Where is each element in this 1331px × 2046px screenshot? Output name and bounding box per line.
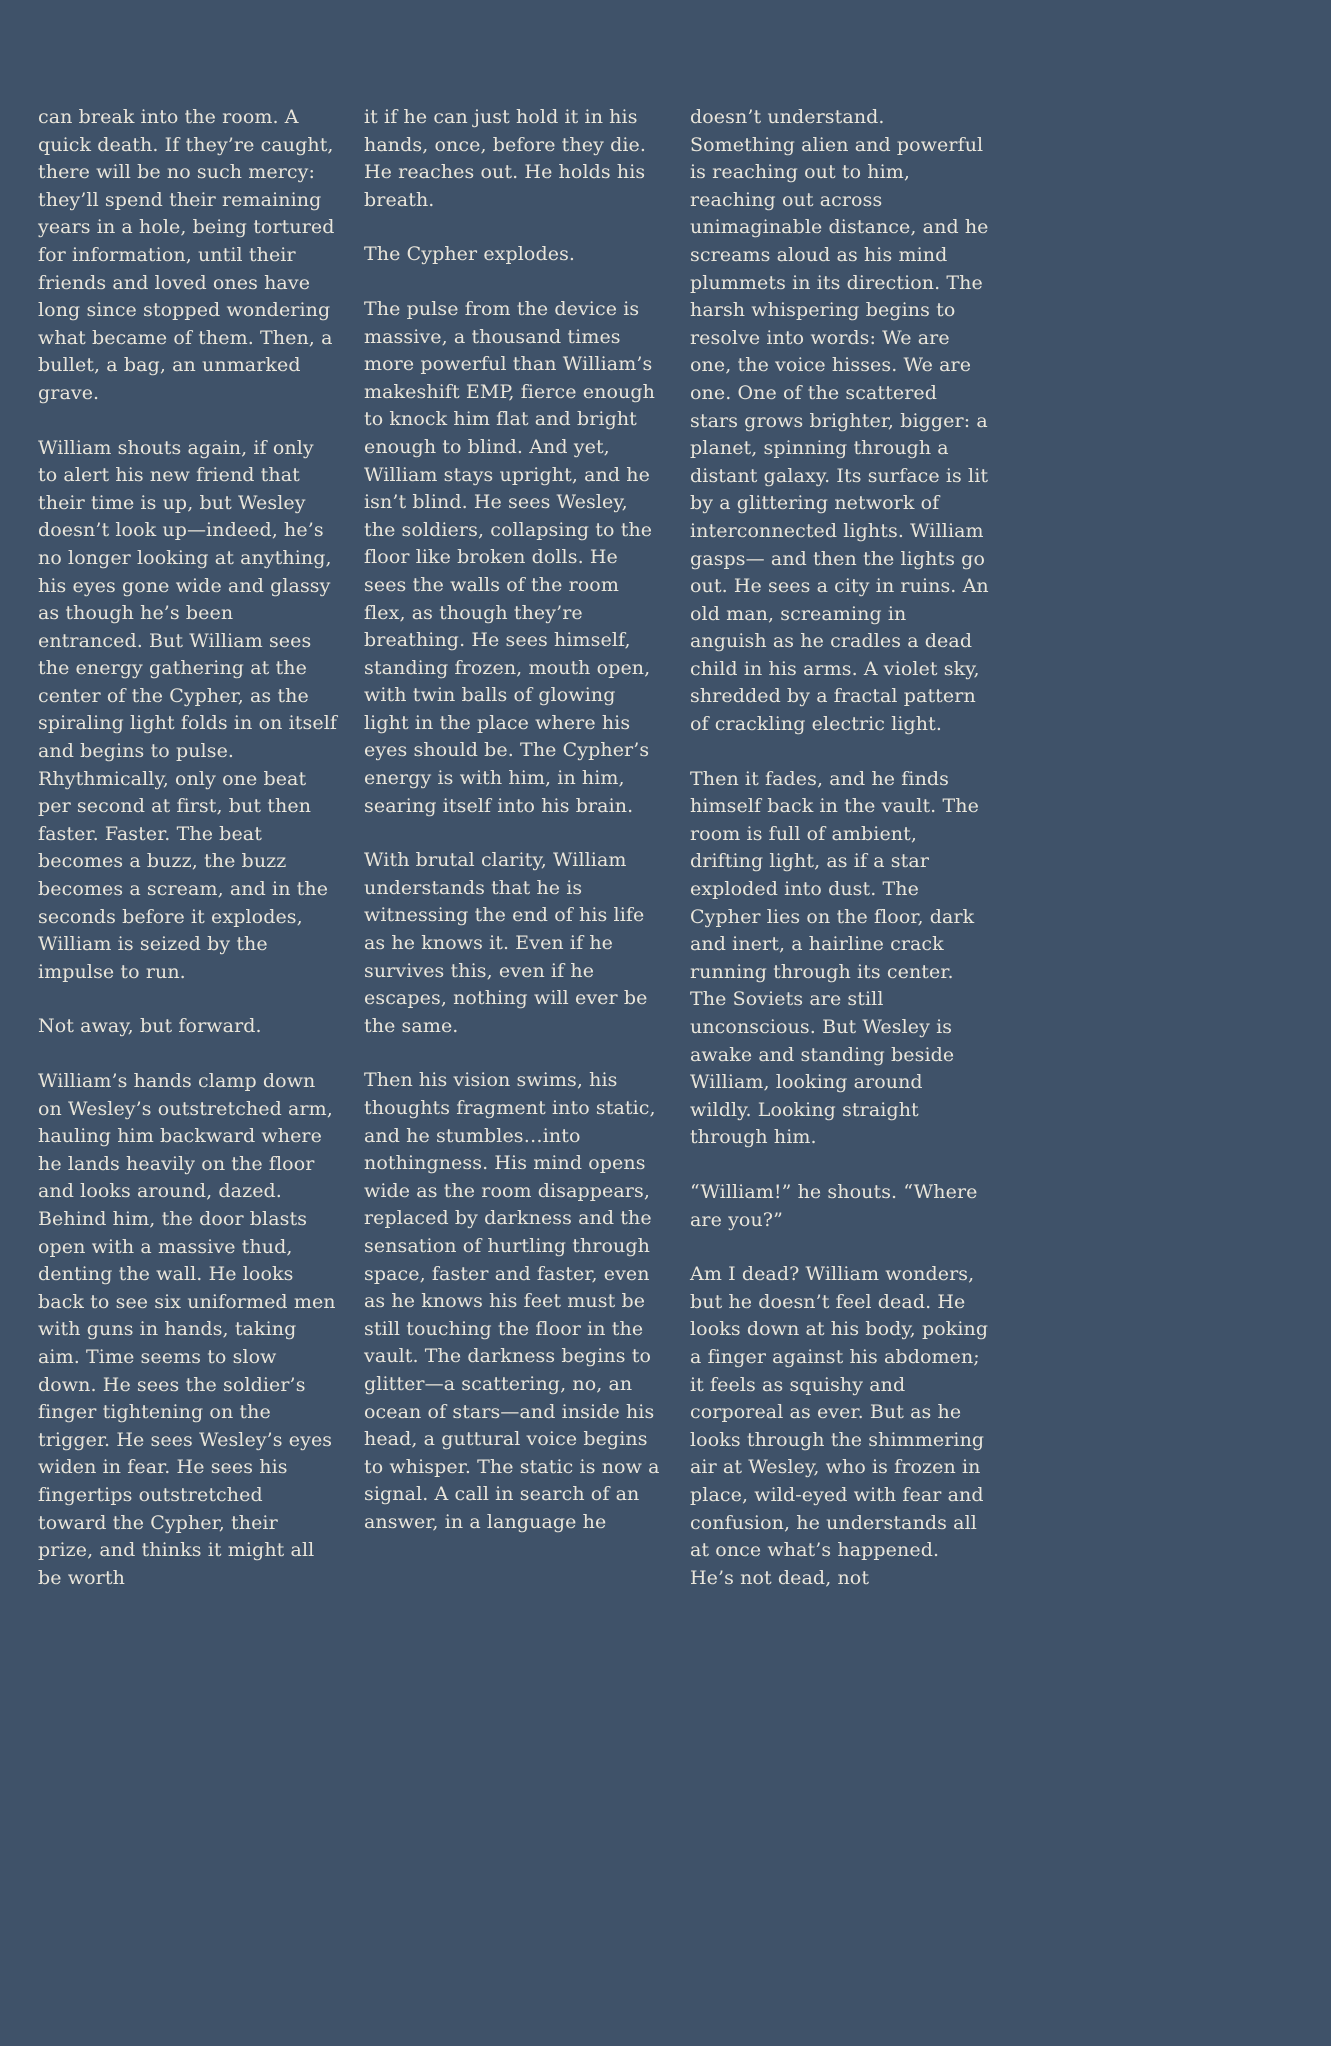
paragraph: William shouts again, if only to alert his new friend that their time is up, but Wesley doesn’t look up—indeed, he’s no longer looking at anything, his eyes gone wide and glassy as though he’s been entranced. But William sees the energy gathering at the center of the Cypher, as the spiraling light folds in on itself and begins to pulse. Rhythmically, only one beat per second at first, but then faster. Faster. The beat becomes a buzz, the buzz becomes a scream, and in the seconds before it explodes, William is seized by the impulse to run. (38, 436, 338, 983)
paragraph: Not away, but forward. (38, 1015, 262, 1038)
paragraph: Then it fades, and he finds himself back in the vault. The room is full of ambient, drifting light, as if a star exploded into dust. The Cypher lies on the floor, dark and inert, a hairline crack running through its center. The Soviets are still unconscious. But Wesley is awake and standing beside William, looking around wildly. Looking straight through him. (690, 767, 979, 1149)
text-column-2 (364, 104, 663, 1592)
paragraph: With brutal clarity, William understands that he is witnessing the end of his life as he knows it. Even if he survives this, even if he escapes, nothing will ever be the same. (364, 849, 648, 1037)
text-column-3 (690, 104, 989, 1592)
text-column-1 (38, 104, 337, 1592)
text-block (38, 104, 989, 1592)
paragraph: The pulse from the device is massive, a thousand times more powerful than William’s makeshift EMP, fierce enough to knock him flat and bright enough to blind. And yet, William stays upright, and he isn’t blind. He sees Wesley, the soldiers, collapsing to the floor like broken dolls. He sees the walls of the room flex, as though they’re breathing. He sees himself, standing frozen, mouth open, with twin balls of glowing light in the place where his eyes should be. The Cypher’s energy is with him, in him, searing itself into his brain. (364, 297, 655, 817)
paragraph: William’s hands clamp down on Wesley’s outstretched arm, hauling him backward where he lands heavily on the floor and looks around, dazed. Behind him, the door blasts open with a massive thud, denting the wall. He looks back to see six uniformed men with guns in hands, taking aim. Time seems to slow down. He sees the soldier’s finger tightening on the trigger. He sees Wesley’s eyes widen in fear. He sees his fingertips outstretched toward the Cypher, their prize, and thinks it might all be worth (38, 1070, 336, 1589)
paragraph: “William!” he shouts. “Where are you?” (690, 1180, 978, 1231)
paragraph: The Cypher explodes. (364, 243, 576, 266)
paragraph: doesn’t understand. Something alien and powerful is reaching out to him, reaching out across unimaginable distance, and he screams aloud as his mind plummets in its direction. The harsh whispering begins to resolve into words: We are one, the voice hisses. We are one. One of the scattered stars grows brighter, bigger: a planet, spinning through a distant galaxy. Its surface is lit by a glittering network of interconnected lights. William gasps— and then the lights go out. He sees a city in ruins. An old man, screaming in anguish as he cradles a dead child in his arms. A violet sky, shredded by a fractal pattern of crackling electric light. (690, 106, 989, 736)
paragraph: Am I dead? William wonders, but he doesn’t feel dead. He looks down at his body, poking a finger against his abdomen; it feels as squishy and corporeal as ever. But as he looks through the shimmering air at Wesley, who is frozen in place, wild-eyed with fear and confusion, he understands all at once what’s happened. He’s not dead, not (690, 1263, 989, 1589)
paragraph: Then his vision swims, his thoughts fragment into static, and he stumbles…into nothingness. His mind opens wide as the room disappears, replaced by darkness and the sensation of hurtling through space, faster and faster, even as he knows his feet must be still touching the floor in the vault. The darkness begins to glitter—a scattering, no, an ocean of stars—and inside his head, a guttural voice begins to whisper. The static is now a signal. A call in search of an answer, in a language he (364, 1069, 660, 1533)
paragraph: it if he can just hold it in his hands, once, before they die. He reaches out. He holds his breath. (364, 106, 646, 211)
paragraph: can break into the room. A quick death. If they’re caught, there will be no such mercy: they’ll spend their remaining years in a hole, being tortured for information, until their friends and loved ones have long since stopped wondering what became of them. Then, a bullet, a bag, an unmarked grave. (38, 106, 335, 404)
